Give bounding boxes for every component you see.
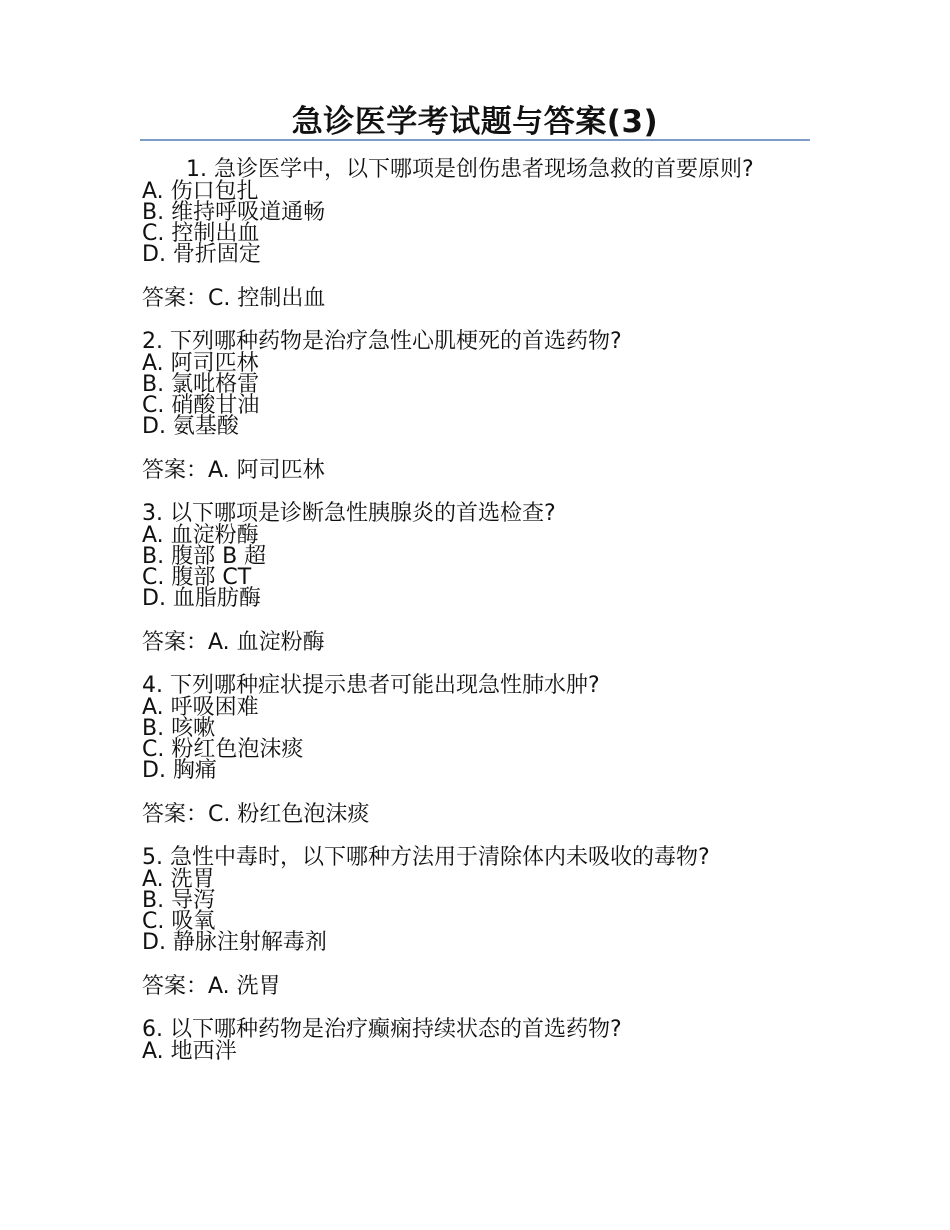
- question-text: 1. 急诊医学中，以下哪项是创伤患者现场急救的首要原则?: [186, 157, 754, 182]
- question-2: [142, 330, 802, 482]
- option-d: D. 骨折固定: [142, 242, 261, 267]
- answer-text: 答案：C. 控制出血: [142, 286, 326, 311]
- option-b: B. 腹部 B 超: [142, 544, 267, 569]
- page-title: 急诊医学考试题与答案(3): [291, 104, 659, 140]
- question-text: 2. 下列哪种药物是治疗急性心肌梗死的首选药物?: [142, 329, 622, 354]
- option-b: B. 咳嗽: [142, 716, 216, 741]
- question-6: [142, 1018, 802, 1062]
- option-a: A. 呼吸困难: [142, 695, 259, 720]
- question-4: [142, 674, 802, 826]
- option-c: C. 控制出血: [142, 221, 260, 246]
- option-a: A. 阿司匹林: [142, 351, 259, 376]
- question-text: 3. 以下哪项是诊断急性胰腺炎的首选检查?: [142, 501, 556, 526]
- option-b: B. 维持呼吸道通畅: [142, 200, 326, 225]
- option-a: A. 地西泮: [142, 1039, 237, 1064]
- option-c: C. 腹部 CT: [142, 565, 252, 590]
- option-b: B. 氯吡格雷: [142, 372, 260, 397]
- option-d: D. 静脉注射解毒剂: [142, 930, 327, 955]
- question-list: [142, 158, 802, 1062]
- option-d: D. 胸痛: [142, 758, 217, 783]
- answer-text: 答案：A. 血淀粉酶: [142, 630, 325, 655]
- question-5: [142, 846, 802, 998]
- option-a: A. 血淀粉酶: [142, 523, 259, 548]
- question-3: [142, 502, 802, 654]
- question-1: [142, 158, 802, 310]
- option-a: A. 伤口包扎: [142, 179, 259, 204]
- answer-text: 答案：A. 洗胃: [142, 974, 281, 999]
- option-c: C. 硝酸甘油: [142, 393, 260, 418]
- option-d: D. 氨基酸: [142, 414, 239, 439]
- option-c: C. 粉红色泡沫痰: [142, 737, 304, 762]
- option-b: B. 导泻: [142, 888, 216, 913]
- option-a: A. 洗胃: [142, 867, 215, 892]
- question-text: 5. 急性中毒时，以下哪种方法用于清除体内未吸收的毒物?: [142, 845, 710, 870]
- option-c: C. 吸氧: [142, 909, 216, 934]
- answer-text: 答案：A. 阿司匹林: [142, 458, 325, 483]
- option-d: D. 血脂肪酶: [142, 586, 261, 611]
- question-text: 6. 以下哪种药物是治疗癫痫持续状态的首选药物?: [142, 1017, 622, 1042]
- question-text: 4. 下列哪种症状提示患者可能出现急性肺水肿?: [142, 673, 600, 698]
- answer-text: 答案：C. 粉红色泡沫痰: [142, 802, 370, 827]
- title-underline: [140, 139, 810, 141]
